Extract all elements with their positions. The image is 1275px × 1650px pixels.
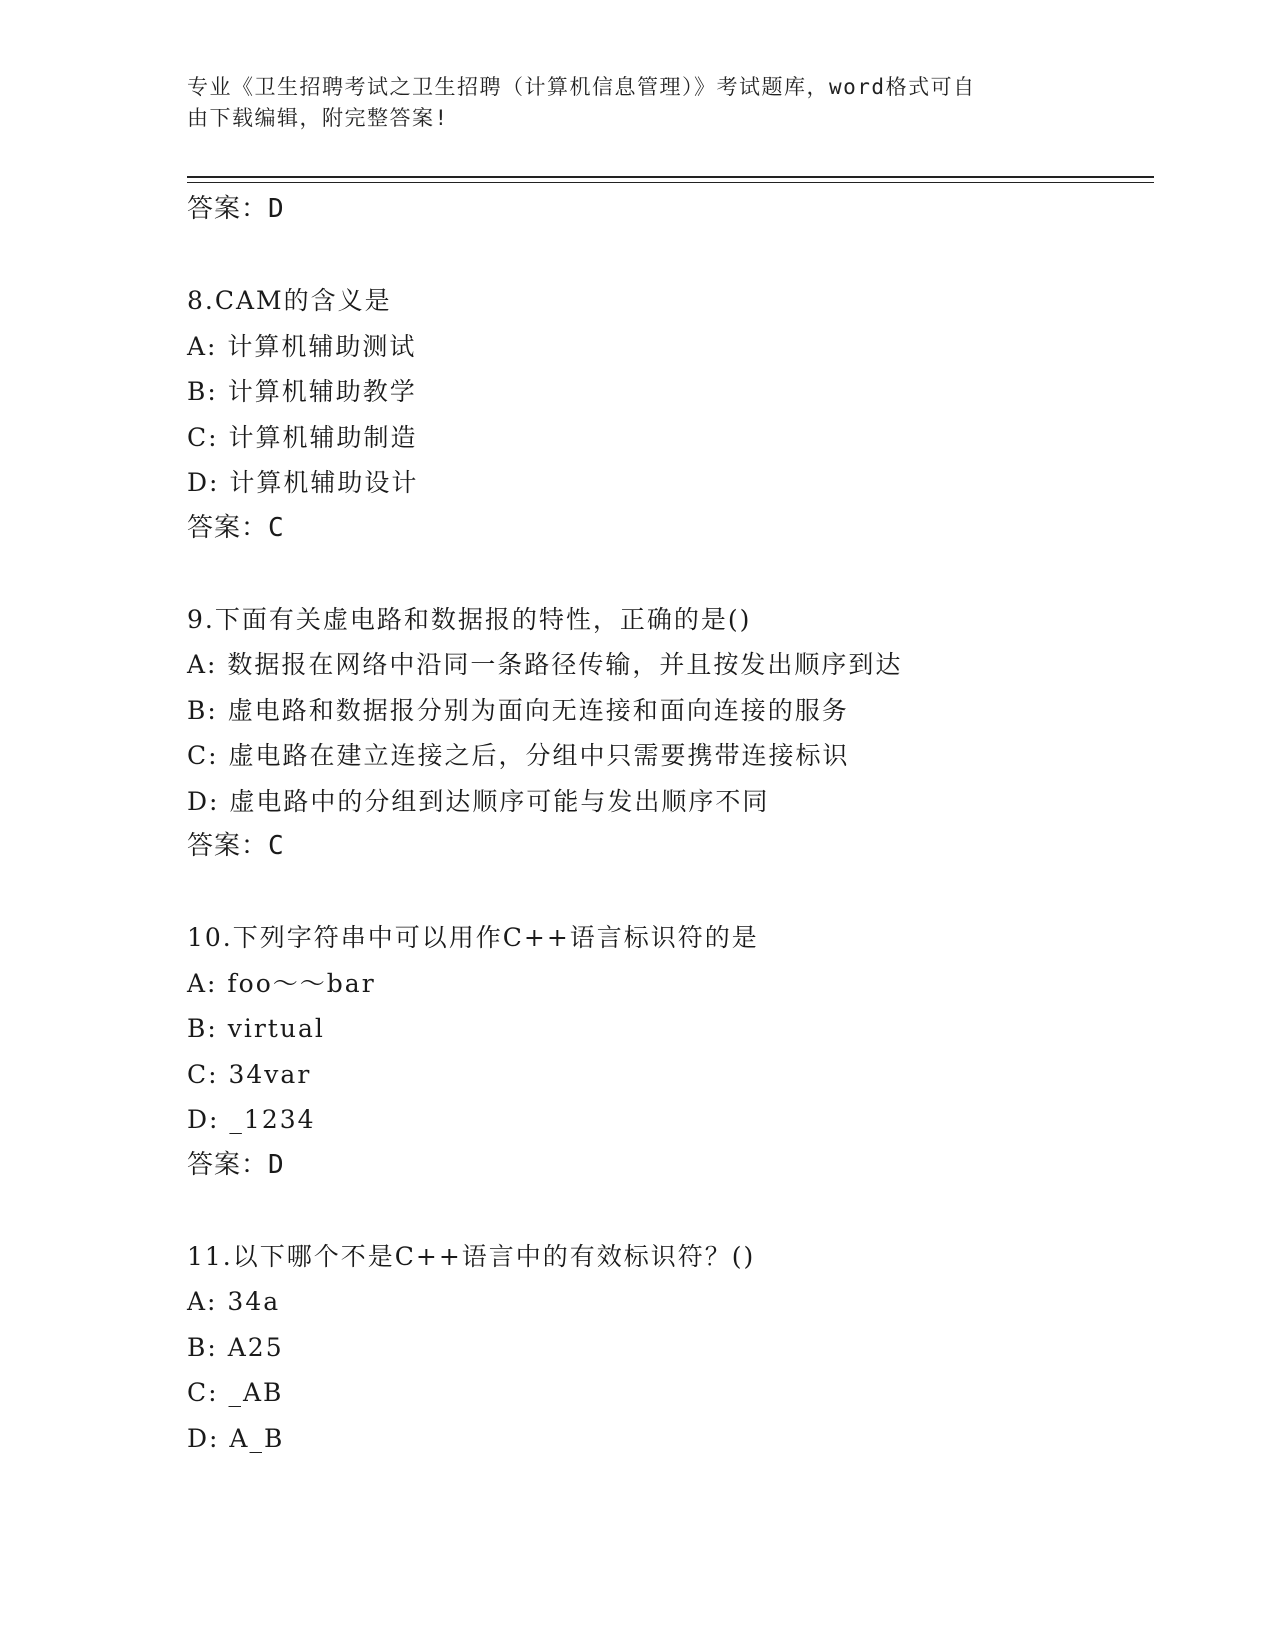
option-b: B: virtual: [187, 1014, 325, 1043]
question-stem: 8.CAM的含义是: [187, 286, 392, 315]
option-c: C: 计算机辅助制造: [187, 422, 418, 452]
option-c: C: 34var: [187, 1059, 312, 1089]
question-stem: 11.以下哪个不是C++语言中的有效标识符？(): [187, 1241, 756, 1271]
question-10: [187, 915, 1147, 1188]
spacer: [187, 1188, 1147, 1234]
option-a: A: 数据报在网络中沿同一条路径传输，并且按发出顺序到达: [187, 650, 903, 679]
option-c: C: _AB: [187, 1378, 284, 1407]
document-header: [187, 72, 1067, 134]
answer-line: 答案：D: [187, 1149, 285, 1180]
spacer: [187, 233, 1147, 279]
option-c: C: 虚电路在建立连接之后，分组中只需要携带连接标识: [187, 741, 850, 770]
spacer: [187, 551, 1147, 597]
option-b: B: A25: [187, 1332, 284, 1362]
header-line-1: 专业《卫生招聘考试之卫生招聘（计算机信息管理）》考试题库，word格式可自: [187, 75, 976, 99]
question-9: [187, 597, 1147, 870]
previous-answer: 答案：D: [187, 194, 285, 224]
option-b: B: 虚电路和数据报分别为面向无连接和面向连接的服务: [187, 695, 849, 725]
option-d: D: _1234: [187, 1105, 316, 1134]
option-d: D: 虚电路中的分组到达顺序可能与发出顺序不同: [187, 786, 770, 816]
question-list: [187, 187, 1147, 1461]
option-a: A: 34a: [187, 1287, 281, 1316]
question-stem: 9.下面有关虚电路和数据报的特性，正确的是(): [187, 604, 752, 634]
header-rule-thin: [187, 182, 1154, 183]
option-d: D: A_B: [187, 1423, 285, 1453]
option-d: D: 计算机辅助设计: [187, 468, 419, 497]
question-11: [187, 1234, 1147, 1462]
answer-line: 答案：C: [187, 831, 285, 861]
header-rule-thick: [187, 176, 1154, 178]
option-a: A: foo～～bar: [187, 968, 376, 998]
question-stem: 10.下列字符串中可以用作C++语言标识符的是: [187, 923, 759, 952]
option-b: B: 计算机辅助教学: [187, 377, 417, 406]
question-8: [187, 278, 1147, 551]
answer-line: 答案：C: [187, 512, 285, 543]
option-a: A: 计算机辅助测试: [187, 331, 417, 361]
header-line-2: 由下载编辑，附完整答案!: [187, 106, 449, 130]
spacer: [187, 870, 1147, 916]
